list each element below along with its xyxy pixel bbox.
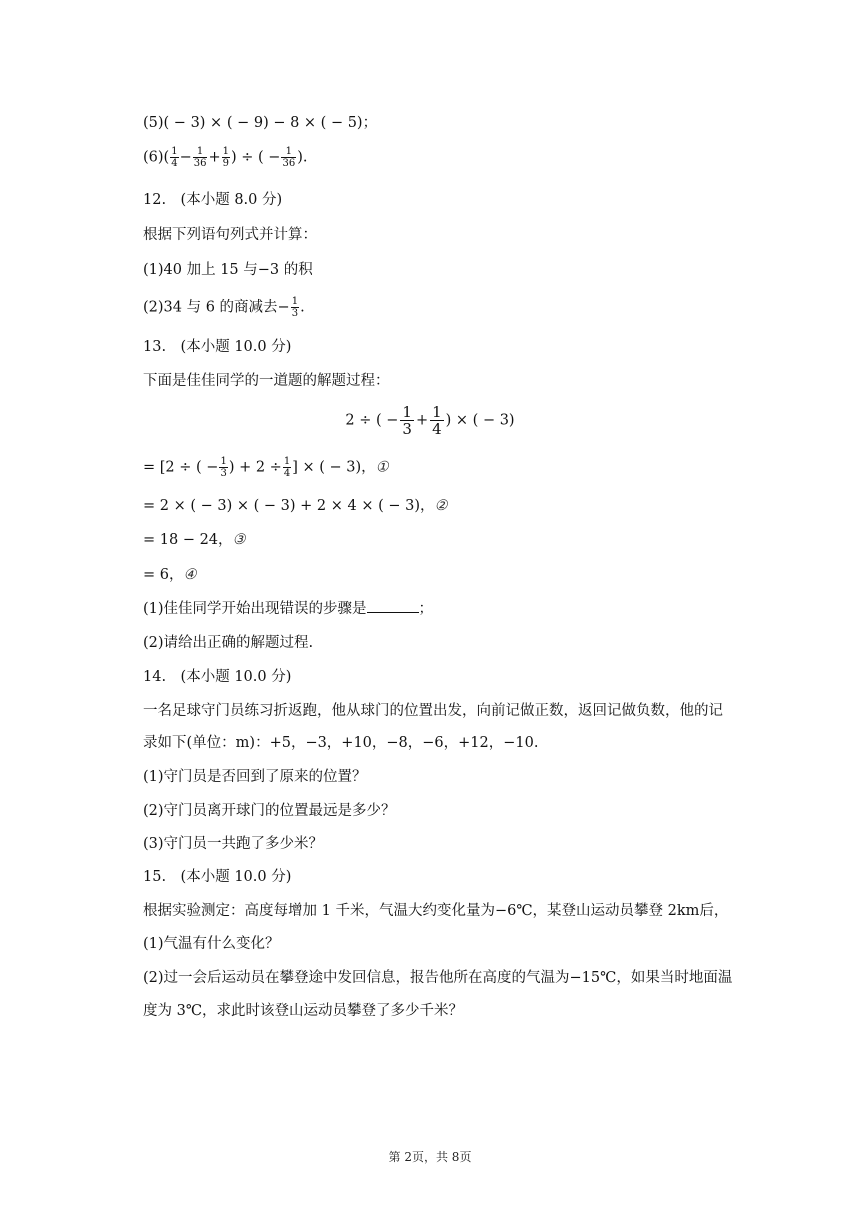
q13-part-1: (1)佳佳同学开始出现错误的步骤是 ； [143,598,433,620]
fraction: $\frac{1}{3}$ [291,296,299,319]
q14-stem-line-2: 录如下(单位：m)：+5，−3，+10，−8，−6，+12，−10. [143,735,539,751]
page-footer: 第 2页，共 8页 [388,1150,472,1164]
q13-step-3: = 18 − 24，③ [143,532,246,548]
q13-stem: 下面是佳佳同学的一道题的解题过程： [143,373,390,389]
fraction: $\frac{1}{4}$ [171,146,178,169]
q12-part-2: (2)34 与 6 的商减去− $\frac{1}{3}$ . [143,296,305,319]
q13-step-4: = 6，④ [143,567,197,583]
q15-header: 15. (本小题 10.0 分) [143,869,292,885]
q14-stem-line-1: 一名足球守门员练习折返跑，他从球门的位置出发，向前记做正数，返回记做负数，他的记 [143,703,723,719]
q15-part-1: (1)气温有什么变化？ [143,936,280,952]
q14-part-1: (1)守门员是否回到了原来的位置？ [143,769,367,785]
fraction: $\frac{1}{36}$ [193,146,207,169]
q12-header: 12. (本小题 8.0 分) [143,192,283,208]
q11-item-6: (6)( $\frac{1}{4}$ − $\frac{1}{36}$ + $\frac{1}{9}$ ) ÷ ( − $\frac{1}{36}$ ). [143,146,308,169]
q15-stem: 根据实验测定：高度每增加 1 千米，气温大约变化量为−6℃，某登山运动员攀登 2km后， [143,903,729,919]
answer-blank [367,598,419,613]
fraction: $\frac{1}{3}$ [220,456,227,479]
q12-part-1: (1)40 加上 15 与−3 的积 [143,262,313,278]
q14-header: 14. (本小题 10.0 分) [143,669,292,685]
fraction: $\frac{1}{9}$ [222,146,229,169]
q15-part-2-line-2: 度为 3℃，求此时该登山运动员攀登了多少千米？ [143,1003,464,1019]
q13-step-1: = [2 ÷ ( − $\frac{1}{3}$ ) + 2 ÷ $\frac{1}{4}$ ] × ( − 3)，① [143,456,389,479]
q11-item-5: (5)( − 3) × ( − 9) − 8 × ( − 5)； [143,115,378,131]
q13-header: 13. (本小题 10.0 分) [143,339,292,355]
q12-stem: 根据下列语句列式并计算： [143,227,317,243]
q15-part-2-line-1: (2)过一会后运动员在攀登途中发回信息，报告他所在高度的气温为−15℃，如果当时地面温 [143,970,733,986]
q13-step-2: = 2 × ( − 3) × ( − 3) + 2 × 4 × ( − 3)，② [143,498,448,514]
q13-equation: 2 ÷ ( − $\frac{1}{3}$ + $\frac{1}{4}$ ) × ( − 3) [345,403,515,438]
fraction: $\frac{1}{4}$ [432,403,442,438]
q13-part-2: (2)请给出正确的解题过程. [143,635,314,651]
q14-part-3: (3)守门员一共跑了多少米？ [143,836,324,852]
fraction: $\frac{1}{3}$ [402,403,412,438]
fraction: $\frac{1}{4}$ [283,456,291,479]
q14-part-2: (2)守门员离开球门的位置最远是多少？ [143,803,396,819]
fraction: $\frac{1}{36}$ [282,146,296,169]
